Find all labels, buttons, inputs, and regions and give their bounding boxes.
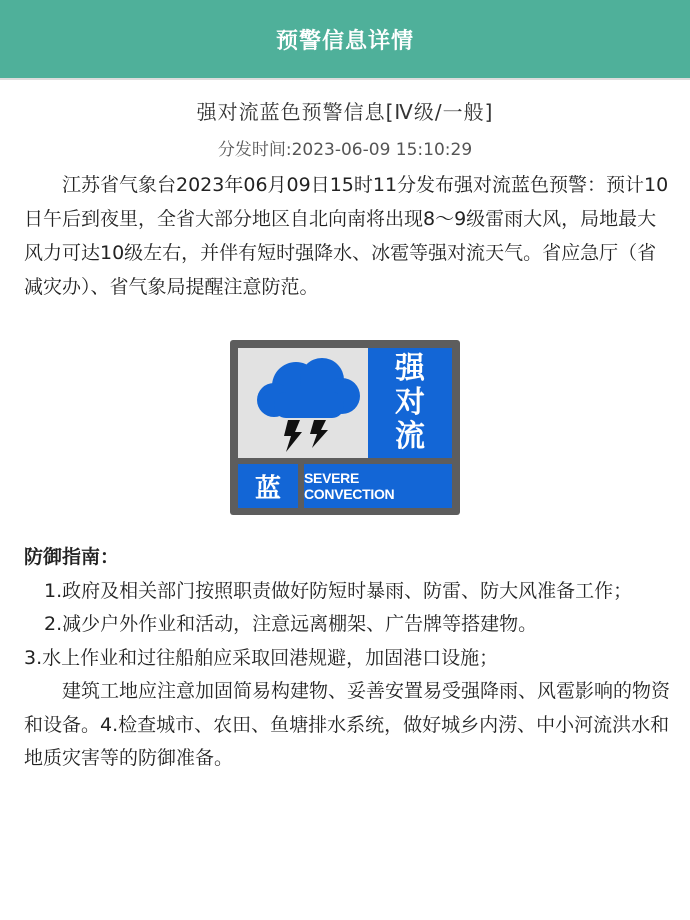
guide-item-4: 建筑工地应注意加固简易构建物、妥善安置易受强降雨、风雹影响的物资和设备。4.检查城市、农田、鱼塘排水系统，做好城乡内涝、中小河流洪水和地质灾害等的防御准备。 <box>24 680 671 769</box>
warning-title: 强对流蓝色预警信息[Ⅳ级/一般] <box>196 100 494 124</box>
signal-type-label <box>368 348 452 458</box>
signal-char-1: 强 <box>395 351 425 386</box>
signal-level-text: 蓝 <box>254 473 281 504</box>
guide-item-1: 1.政府及相关部门按照职责做好防短时暴雨、防雷、防大风准备工作； <box>44 579 633 602</box>
issue-time: 分发时间:2023-06-09 15:10:29 <box>217 140 473 160</box>
warning-signal-container <box>0 340 690 515</box>
warning-signal-image <box>230 340 460 515</box>
warning-body-text: 江苏省气象台2023年06月09日15时11分发布强对流蓝色预警：预计10日午后到夜里，全省大部分地区自北向南将出现8～9级雷雨大风，局地最大风力可达10级左右，并伴有短时强降水、冰雹等强对流天气。省应急厅（省减灾办）、省气象局提醒注意防范。 <box>24 174 669 298</box>
page-header <box>0 0 690 78</box>
signal-level-badge <box>238 464 298 508</box>
storm-cloud-lightning-icon <box>238 348 386 458</box>
page-title: 预警信息详情 <box>275 28 414 54</box>
warning-body <box>0 168 690 304</box>
signal-english-label <box>304 464 452 508</box>
signal-english-text: SEVERE CONVECTION <box>304 470 395 502</box>
defense-guide <box>0 541 690 776</box>
guide-item-2: 2.减少户外作业和活动，注意远离棚架、广告牌等搭建物。 <box>44 613 538 635</box>
guide-item-3: 3.水上作业和过往船舶应采取回港规避，加固港口设施； <box>24 646 499 669</box>
defense-guide-title: 防御指南： <box>24 546 120 568</box>
signal-char-3: 流 <box>395 419 425 454</box>
signal-char-2: 对 <box>395 385 425 420</box>
header-divider <box>0 78 690 80</box>
